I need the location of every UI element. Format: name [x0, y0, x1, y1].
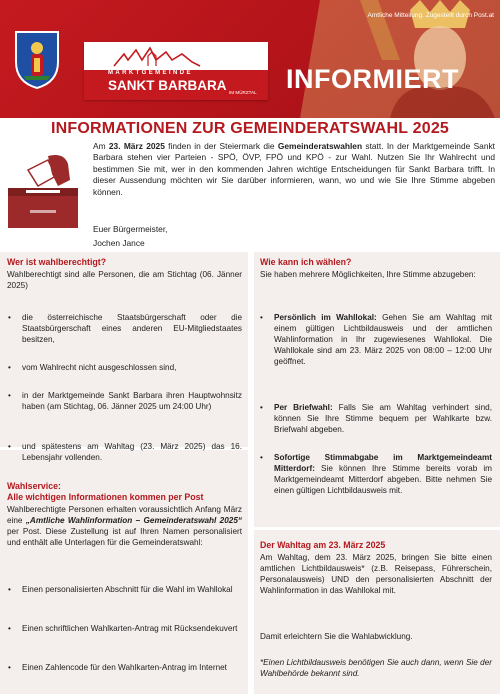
list-item: • die österreichische Staatsbürgerschaft oder die Staatsbürgerschaft eines anderen EU-Mitgliedstaates besitzen,: [22, 312, 242, 345]
official-notice: Amtliche Mitteilung. Zugestellt durch Post.at: [367, 12, 494, 19]
election-date: 23. März 2025: [108, 141, 165, 151]
page-title: INFORMATIONEN ZUR GEMEINDERATSWAHL 2025: [50, 120, 450, 137]
municipality-region: IM MÜRZTAL: [229, 90, 257, 95]
list-item: • vom Wahlrecht nicht ausgeschlossen sind,: [22, 362, 242, 373]
newsletter-wordmark: INFORMIERT: [286, 64, 459, 94]
list-item: • in der Marktgemeinde Sankt Barbara ihren Hauptwohnsitz haben (am Stichtag, 06. Jänner 2025 um 24:00 Uhr): [22, 390, 242, 412]
section-title: Wie kann ich wählen?: [260, 257, 352, 267]
option-text: Falls Sie am Wahltag verhindert sind, können Sie Ihre Stimme bequem per Wahlkarte bzw. Briefwahl abgeben.: [274, 403, 493, 434]
option-label: Sofortige Stimmabgabe im Marktgemeindeamt Mitterdorf:: [274, 453, 492, 473]
section-body: Am Wahltag, dem 23. März 2025, bringen Sie bitte einen amtlichen Lichtbildausweis* (z.B. Reisepass, Führerschein, Personalausweis) UND den personalisierten Abschnitt der Wahlinformation in das Wahllokal mit.: [260, 553, 492, 595]
section-lead: [7, 504, 242, 548]
municipality-crest: [14, 30, 60, 90]
municipality-label: MARKTGEMEINDE: [108, 70, 193, 76]
municipality-name: SANKT BARBARA: [108, 78, 227, 93]
option-label: Per Briefwahl:: [274, 403, 333, 412]
intro-highlight: Gemeinderatswahlen: [277, 141, 363, 151]
intro-text: statt. In der Marktgemeinde Sankt Barbara stehen vier Parteien - SPÖ, ÖVP, FPÖ und KPÖ - zur Wahl. Nutzen Sie Ihr Wahlrecht und bestimmen Sie mit, wer in den kommenden Jahren wichtige Entscheidungen für Sankt Barbara trifft. In dieser Aussendung möchten wir Sie darüber informieren, wann, wo und wie Sie Ihre Stimme abgeben können.: [93, 141, 496, 197]
signoff: [93, 222, 167, 250]
section-subtitle: Alle wichtigen Informationen kommen per Post: [7, 492, 204, 502]
section-lead: Wahlberechtigt sind alle Personen, die am Stichtag (06. Jänner 2025): [7, 270, 242, 290]
list-item: [274, 402, 492, 435]
lead-text: per Post. Diese Zustellung ist auf Ihren Namen personalisiert und enthält alle Unterlagen für die Gemeinderatswahl:: [7, 527, 242, 547]
intro-text: finden in der Steiermark die: [164, 141, 278, 151]
signoff-role: Euer Bürgermeister,: [93, 224, 168, 234]
list-item: • Einen Zahlencode für den Wahlkarten-Antrag im Internet: [22, 662, 242, 673]
ballot-box-icon: [8, 150, 78, 228]
municipality-logo: [84, 42, 268, 100]
skyline-logo-icon: [112, 46, 202, 68]
lead-text: Wahlberechtigte Personen erhalten voraussichtlich Anfang März eine: [7, 505, 242, 525]
header-banner: [0, 0, 500, 118]
list-item: • Einen schriftlichen Wahlkarten-Antrag mit Rücksendekuvert: [22, 623, 242, 634]
document-name: „Amtliche Wahlinformation – Gemeinderatswahl 2025“: [25, 516, 242, 525]
section-lead: Sie haben mehrere Möglichkeiten, Ihre Stimme abzugeben:: [260, 270, 476, 279]
footnote: *Einen Lichtbildausweis benötigen Sie auch dann, wenn Sie der Wahlbehörde bekannt sind.: [260, 658, 492, 678]
section-body: Damit erleichtern Sie die Wahlabwicklung.: [260, 632, 413, 641]
intro-text: Am: [93, 141, 109, 151]
list-item: • Einen personalisierten Abschnitt für die Wahl im Wahllokal: [22, 584, 242, 595]
option-text: Sie können Ihre Stimme bereits vorab im Marktgemeindeamt Mitterdorf abgeben. Bitte nehmen Sie einen gültigen Lichtbildausweis mit.: [274, 464, 492, 495]
signoff-name: Jochen Jance: [93, 238, 145, 248]
option-label: Persönlich im Wahllokal:: [274, 313, 377, 322]
list-item: [274, 452, 492, 496]
list-item: • und spätestens am Wahltag (23. März 2025) das 16. Lebensjahr vollenden.: [22, 441, 242, 463]
intro-paragraph: [93, 141, 495, 198]
section-title: Wer ist wahlberechtigt?: [7, 257, 107, 267]
list-item: [274, 312, 492, 367]
option-text: Gehen Sie am Wahltag mit einem gültigen Lichtbildausweis und der amtlichen Wahlinformation in Ihr zugewiesenes Wahllokal. Die Wahllokale sind am 23. März 2025 von 08:00 – 12:00 Uhr geöffnet.: [274, 313, 493, 366]
section-title: Der Wahltag am 23. März 2025: [260, 540, 386, 550]
section-title: Wahlservice:: [7, 481, 61, 491]
